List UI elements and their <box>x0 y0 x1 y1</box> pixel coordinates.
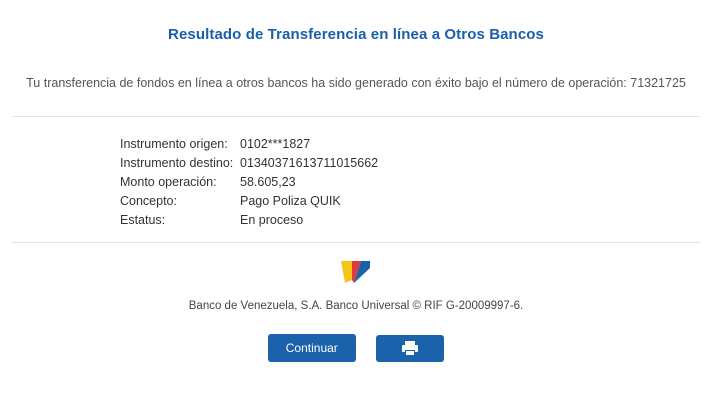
action-buttons <box>0 312 712 362</box>
table-row <box>0 211 712 230</box>
continue-button[interactable]: Continuar <box>268 334 356 362</box>
detail-label: Monto operación: <box>120 175 217 189</box>
table-row <box>0 173 712 192</box>
success-message: Tu transferencia de fondos en línea a otros bancos ha sido generado con éxito bajo el número de operación: 71321725 <box>26 76 686 90</box>
detail-value: 58.605,23 <box>240 175 296 189</box>
detail-label: Concepto: <box>120 194 177 208</box>
bank-logo-icon <box>339 259 373 285</box>
detail-value: En proceso <box>240 213 304 227</box>
transaction-details <box>0 117 712 242</box>
print-button[interactable] <box>376 335 444 362</box>
detail-value: 0102***1827 <box>240 137 311 151</box>
table-row <box>0 135 712 154</box>
detail-label: Instrumento origen: <box>120 137 228 151</box>
detail-label: Estatus: <box>120 213 166 227</box>
detail-value: Pago Poliza QUIK <box>240 194 341 208</box>
footer <box>0 243 712 312</box>
page-title: Resultado de Transferencia en línea a Otros Bancos <box>168 26 544 43</box>
copyright-text: Banco de Venezuela, S.A. Banco Universal © RIF G-20009997-6. <box>188 300 524 312</box>
printer-icon <box>402 341 418 356</box>
table-row <box>0 192 712 211</box>
detail-label: Instrumento destino: <box>120 156 234 170</box>
detail-value: 01340371613711015662 <box>240 156 379 170</box>
table-row <box>0 154 712 173</box>
